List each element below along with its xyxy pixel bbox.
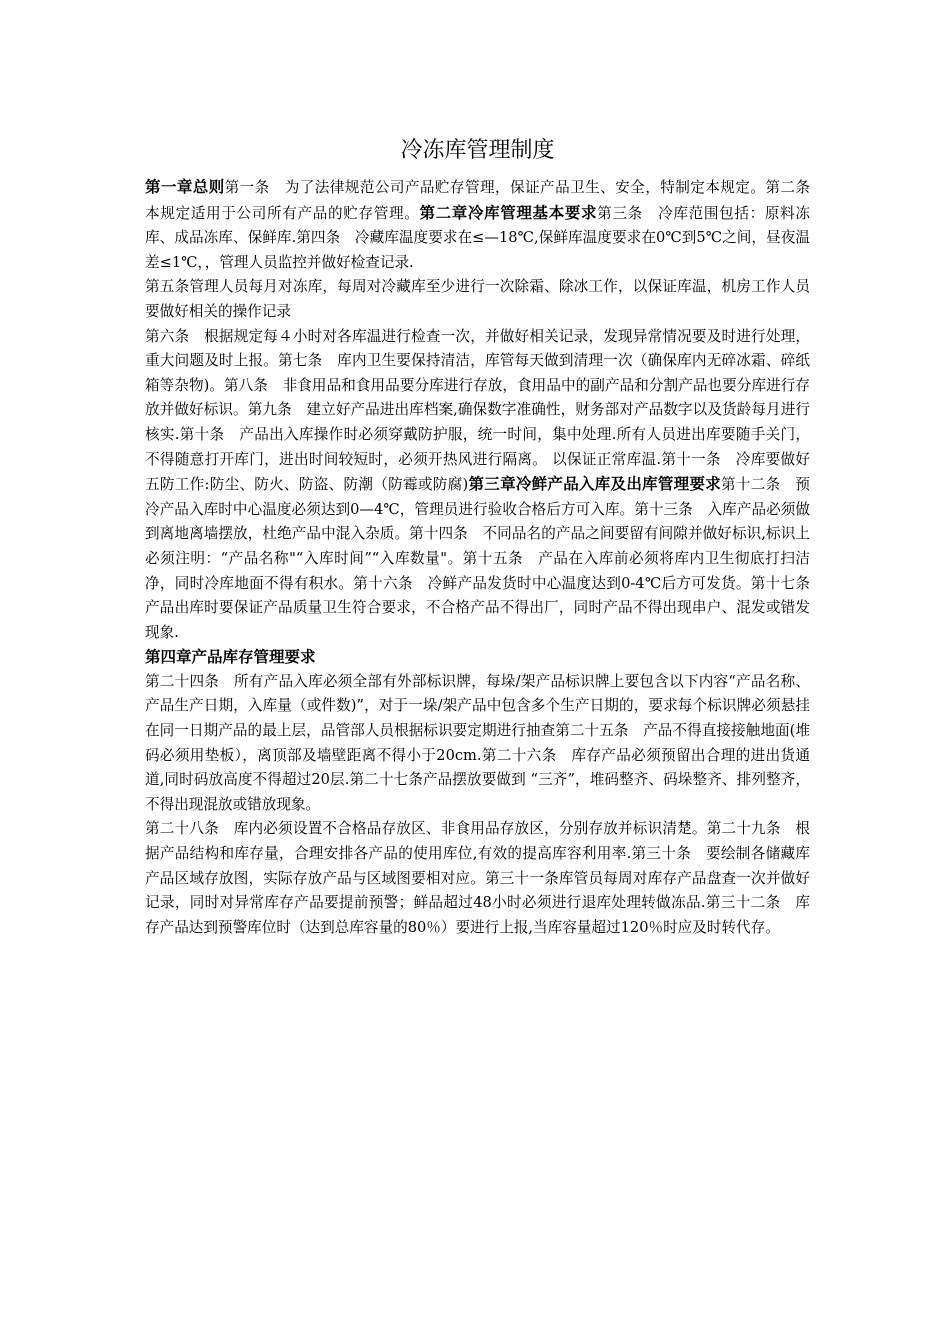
document-page [145,135,825,940]
article-6-text: 第六条 根据规定每４小时对各库温进行检查一次，并做好相关记录，发现异常情况要及时进行处理，重大问题及时上报。第七条 库内卫生要保持清洁，库管每天做到清理一次（确保库内无碎冰霜、碎纸箱等杂物)。第八条 非食用品和食用品要分库进行存放，食用品中的副产品和分割产品也要分库进行存放并做好标识。第九条 建立好产品进出库档案,确保数字准确性，财务部对产品数字以及货龄每月进行核实.第十条 产品出入库操作时必须穿戴防护服，统一时间，集中处理.所有人员进出库要随手关门，不得随意打开库门，进出时间较短时，必须开热风进行隔离。 以保证正常库温.第十一条 冷库要做好五防工作:防尘、防火、防盗、防潮（防霉或防腐) [145,327,810,494]
chapter-1-heading: 第一章总则 [145,178,225,196]
chapter-3-text: 第十二条 预冷产品入库时中心温度必须达到0—4℃，管理员进行验收合格后方可入库。第十三条 入库产品必须做到离地离墙摆放，杜绝产品中混入杂质。第十四条 不同品名的产品之间要留有间隙并做好标识,标识上必须注明：“产品名称"“入库时间”“入库数量"。第十五条 产品在入库前必须将库内卫生彻底打扫洁净，同时冷库地面不得有积水。第十六条 冷鲜产品发货时中心温度达到0-4℃后方可发货。第十七条 产品出库时要保证产品质量卫生符合要求，不合格产品不得出厂，同时产品不得出现串户、混发或错发现象. [145,476,825,641]
paragraph-chapters-1-2 [145,175,825,275]
document-title: 冷冻库管理制度 [400,138,555,163]
chapter-2-heading: 第二章冷库管理基本要求 [419,203,598,222]
chapter-4-paragraph-1: 第二十四条 所有产品入库必须全部有外部标识牌，每垛/架产品标识牌上要包含以下内容“产品名称、产品生产日期，入库量（或件数)”，对于一垛/架产品中包含多个生产日期的，要求每个标识牌必须悬挂在同一日期产品的最上层，品管部人员根据标识要定期进行抽查第二十五条 产品不得直接接触地面(堆码必须用垫板），离顶部及墙壁距离不得小于20cm.第二十六条 库存产品必须预留出合理的进出货通道,同时码放高度不得超过20层.第二十七条产品摆放要做到 “三齐”，堆码整齐、码垛整齐、排列整齐，不得出现混放或错放现象。 [145,672,810,813]
chapter-2-text: 第三条 冷库范围包括：原料冻库、成品冻库、保鲜库.第四条 冷藏库温度要求在≤—18℃,保鲜库温度要求在0℃到5℃之间，昼夜温差≤1℃，，管理人员监控并做好检查记录. [145,204,810,271]
paragraph-article-6-chapter-3 [145,325,825,646]
chapter-4-heading: 第四章产品库存管理要求 [145,648,316,667]
paragraph-article-5: 第五条管理人员每月对冻库，每周对冷藏库至少进行一次除霜、除冰工作，以保证库温，机房工作人员要做好相关的操作记录 [145,278,810,320]
chapter-1-text: 第一条 为了法律规范公司产品贮存管理，保证产品卫生、安全，特制定本规定。第二条 本规定适用于公司所有产品的贮存管理。 [145,179,825,222]
chapter-4-paragraph-2: 第二十八条 库内必须设置不合格品存放区、非食用品存放区，分别存放并标识清楚。第二十九条 根据产品结构和库存量，合理安排各产品的使用库位,有效的提高库容利用率.第三十条 要绘制各储藏库产品区域存放图，实际存放产品与区域图要相对应。第三十一条库管员每周对库存产品盘查一次并做好记录，同时对异常库存产品要提前预警；鲜品超过48小时必须进行退库处理转做冻品.第三十二条 库存产品达到预警库位时（达到总库容量的80％）要进行上报,当库容量超过120％时应及时转代存。 [145,820,810,936]
chapter-3-heading: 第三章冷鲜产品入库及出库管理要求 [468,475,722,494]
